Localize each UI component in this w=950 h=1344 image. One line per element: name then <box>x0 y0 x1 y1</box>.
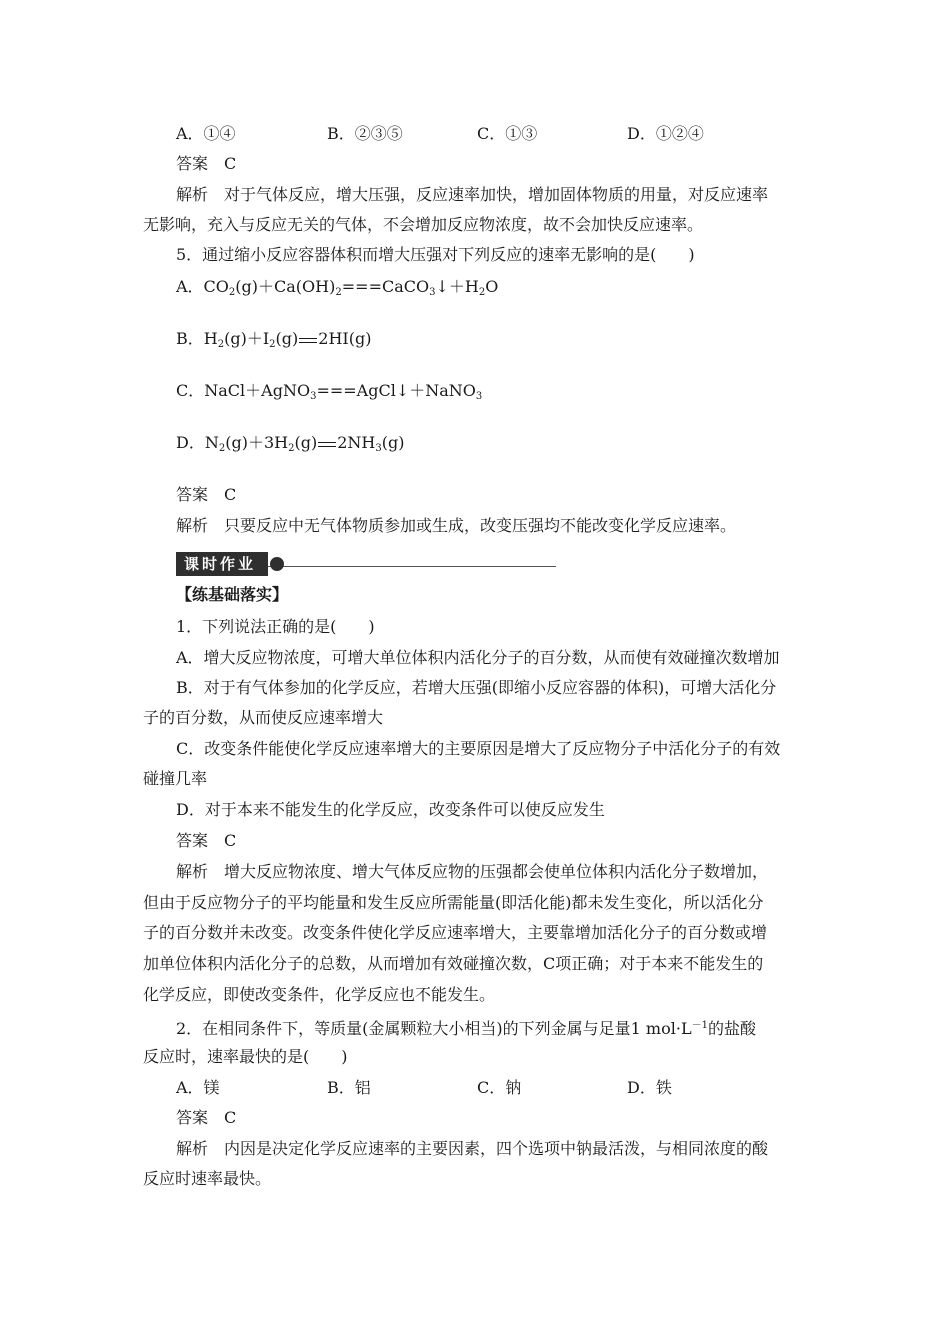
answer: 答案 C <box>176 1108 237 1127</box>
option-c: C．①③ <box>477 124 538 143</box>
analysis-line: 加单位体积内活化分子的总数，从而增加有效碰撞次数，C项正确；对于本来不能发生的 <box>143 954 764 973</box>
answer: 答案 C <box>176 485 237 504</box>
option-a: A．增大反应物浓度，可增大单位体积内活化分子的百分数，从而使有效碰撞次数增加 <box>176 648 780 667</box>
banner-rule <box>268 566 556 567</box>
option-d: D．①②④ <box>627 124 704 143</box>
analysis-line: 子的百分数并未改变。改变条件使化学反应速率增大，主要靠增加活化分子的百分数或增 <box>143 923 768 942</box>
analysis-line: 无影响，充入与反应无关的气体，不会增加反应物浓度，故不会加快反应速率。 <box>143 215 704 234</box>
analysis-line: 解析 只要反应中无气体物质参加或生成，改变压强均不能改变化学反应速率。 <box>176 516 737 535</box>
equilibrium-arrow-icon <box>317 432 337 454</box>
analysis-line: 解析 对于气体反应，增大压强，反应速率加快，增加固体物质的用量，对反应速率 <box>176 185 769 204</box>
question-stem: 1．下列说法正确的是( ) <box>176 617 375 636</box>
option-c-cont: 碰撞几率 <box>143 769 208 788</box>
analysis-line: 解析 增大反应物浓度、增大气体反应物的压强都会使单位体积内活化分子数增加， <box>176 862 769 881</box>
analysis-line: 反应时速率最快。 <box>143 1169 272 1188</box>
answer: 答案 C <box>176 831 237 850</box>
option-b-cont: 子的百分数，从而使反应速率增大 <box>143 708 384 727</box>
option-d: D．铁 <box>627 1078 672 1097</box>
option-c: C．钠 <box>477 1078 522 1097</box>
option-a: A．①④ <box>176 124 236 143</box>
section-banner <box>176 552 556 576</box>
option-b: B．②③⑤ <box>327 124 403 143</box>
option-a: A．镁 <box>176 1078 220 1097</box>
option-c: C．改变条件能使化学反应速率增大的主要原因是增大了反应物分子中活化分子的有效 <box>176 739 781 758</box>
option-d: D．对于本来不能发生的化学反应，改变条件可以使反应发生 <box>176 800 605 819</box>
equilibrium-arrow-icon <box>298 328 318 350</box>
analysis-line: 但由于反应物分子的平均能量和发生反应所需能量(即活化能)都未发生变化，所以活化分 <box>143 893 764 912</box>
option-c-equation: C．NaCl＋AgNO$_3$===AgCl↓＋NaNO$_3$ <box>176 381 483 402</box>
question-stem: 2．在相同条件下，等质量(金属颗粒大小相当)的下列金属与足量1 $mol\cdot L^{-1}$的盐酸 <box>176 1019 756 1038</box>
bullet-icon <box>270 557 284 571</box>
analysis-line: 解析 内因是决定化学反应速率的主要因素，四个选项中钠最活泼，与相同浓度的酸 <box>176 1139 769 1158</box>
banner-title: 课时作业 <box>176 552 268 576</box>
option-d-equation: D．$N_2(g)+3H_2(g)$ $2NH_3(g)$ <box>176 433 405 454</box>
section-tag: 【练基础落实】 <box>176 585 289 604</box>
analysis-line: 化学反应，即使改变条件，化学反应也不能发生。 <box>143 985 496 1004</box>
option-b: B．对于有气体参加的化学反应，若增大压强(即缩小反应容器的体积)，可增大活化分 <box>176 678 777 697</box>
option-b: B．铝 <box>327 1078 371 1097</box>
question-stem: 5．通过缩小反应容器体积而增大压强对下列反应的速率无影响的是( ) <box>176 245 695 264</box>
question-stem-cont: 反应时，速率最快的是( ) <box>143 1047 348 1066</box>
option-b-equation: B．$H_2(g)+I_2(g)$ 2HI(g) <box>176 329 372 350</box>
answer: 答案 C <box>176 154 237 173</box>
option-a-equation: A．$CO_2(g)+Ca(OH)_2===CaCO_3↓+H_2O$ <box>176 277 499 298</box>
